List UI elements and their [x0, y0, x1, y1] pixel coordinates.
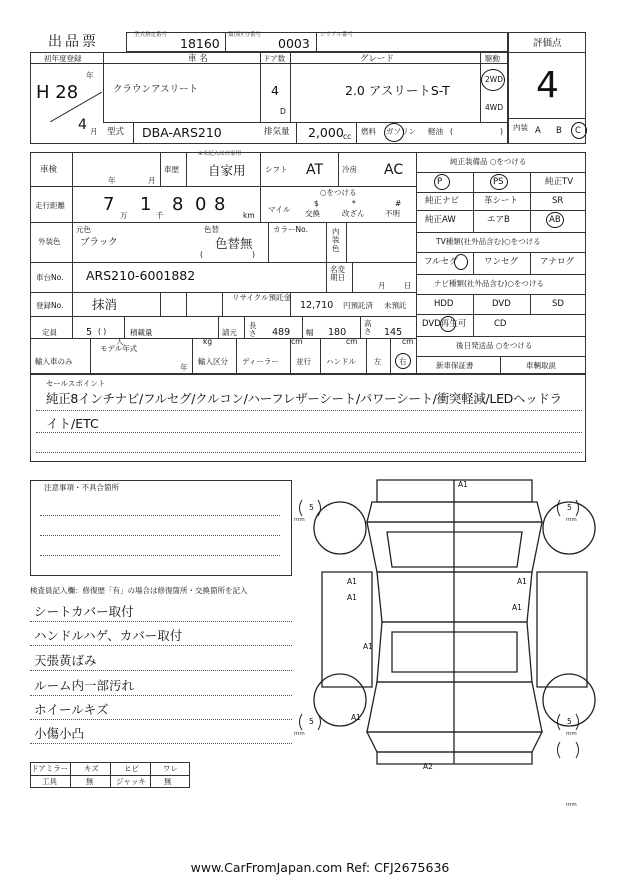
- equip-p-circle: [434, 174, 450, 190]
- inspector-note-6: 小傷小凸: [34, 726, 85, 741]
- cd: CD: [494, 319, 507, 329]
- interior-circle-mark: [571, 122, 587, 139]
- first-reg-label: 初年度登録: [44, 54, 82, 63]
- model-year-label: モデル年式: [100, 344, 138, 353]
- chassis-label: 車台No.: [36, 273, 64, 282]
- sales-line-1: 純正8インチナビ/フルセグ/クルコン/ハーフレザーシート/パワーシート/衝突軽減/LEDヘッドラ: [46, 391, 562, 406]
- mileage-check-label: ○をつける: [320, 188, 357, 197]
- drive-label: 駆動: [485, 54, 500, 63]
- equip-p: P: [437, 177, 443, 187]
- fuel-circle-mark: [384, 123, 404, 142]
- tv-type-label: TV種類(社外品含む)○をつける: [436, 237, 541, 246]
- capacity-value: 5: [86, 327, 93, 338]
- genuine-equip-label: 純正装備品 ○をつける: [450, 157, 527, 166]
- man-unit: 万: [120, 211, 128, 220]
- len-cm: cm: [291, 337, 303, 346]
- drive-4wd: 4WD: [485, 103, 503, 112]
- navi-dvd: DVD: [492, 299, 511, 309]
- request-label: 請元: [222, 328, 237, 337]
- interior-color-label: 内装色: [332, 227, 340, 253]
- doors-value: 4: [271, 83, 279, 98]
- handle-right-circle: [395, 353, 411, 369]
- import-class-label: 輸入区分: [198, 357, 228, 366]
- inspector-note-2: ハンドルハゲ、カバー取付: [34, 628, 183, 643]
- name-change-month: 月: [378, 281, 386, 290]
- handle-right: 右: [399, 357, 407, 366]
- form-title: 出品票: [48, 34, 99, 50]
- grade-label: グレード: [360, 54, 395, 64]
- interior-a: A: [535, 126, 541, 136]
- equip-ps: PS: [493, 177, 504, 187]
- fullseg-circle: [454, 254, 468, 270]
- km-unit: km: [243, 211, 255, 220]
- inspector-note-1: シートカバー取付: [34, 604, 134, 619]
- notes-box: [30, 480, 292, 576]
- damage-a1-right: A1: [512, 603, 522, 612]
- doors-type: D: [280, 107, 286, 116]
- import-label: 輸入車のみ: [35, 357, 73, 366]
- airbag: エアB: [487, 215, 510, 225]
- footer-reference: www.CarFromJapan.com Ref: CFJ2675636: [190, 860, 450, 875]
- tire-spare-mm: mm: [566, 802, 577, 808]
- oneseg: ワンセグ: [484, 257, 519, 267]
- fullseg: フルセグ: [424, 257, 458, 267]
- sales-line-2: イト/ETC: [46, 416, 99, 431]
- color-change-label: 色替: [204, 225, 219, 234]
- ac-value: AC: [384, 162, 404, 178]
- height-value: 145: [384, 327, 403, 338]
- usage-note: ※未記入は自家用: [198, 151, 242, 157]
- unknown-label: 不明: [385, 209, 400, 218]
- displacement-value: 2,000: [308, 125, 344, 140]
- car-name-label: 車 名: [188, 54, 208, 64]
- score-value: 4: [536, 65, 559, 106]
- usage-value: 自家用: [208, 163, 246, 178]
- recycle-unit: 円預託済: [343, 301, 373, 310]
- reg-label: 登録No.: [36, 301, 64, 310]
- class-number: 0003: [278, 36, 310, 51]
- displacement-label: 排気量: [264, 127, 290, 137]
- month-unit: 月: [90, 127, 98, 136]
- equip-ab: AB: [549, 215, 561, 225]
- reg-value: 抹消: [92, 297, 118, 312]
- interior-c: C: [575, 126, 581, 136]
- score-label: 評価点: [533, 38, 562, 49]
- damage-a1-top: A1: [458, 480, 468, 489]
- analog: アナログ: [540, 257, 575, 267]
- recycle-no: 未預託: [384, 301, 407, 310]
- interior-b: B: [556, 126, 562, 136]
- tamper-mark: *: [352, 199, 356, 208]
- tire-rr-value: 5: [567, 717, 572, 726]
- mileage-digit-2: 1: [140, 194, 152, 215]
- swap-mark: $: [314, 199, 319, 208]
- dvd-play-circle: [440, 316, 456, 332]
- handle-left: 左: [374, 357, 382, 366]
- shaken-label: 車検: [40, 165, 58, 175]
- drive-2wd: 2WD: [485, 75, 503, 84]
- tire-rl-mm: mm: [294, 731, 305, 737]
- equip-ab-circle: [546, 212, 564, 228]
- tool-header-2: キズ: [84, 764, 99, 773]
- class-label: 類別区分番号: [228, 32, 262, 38]
- genuine-aw: 純正AW: [425, 215, 456, 225]
- tool-header-3: ヒビ: [124, 764, 139, 773]
- tool-row-4: 無: [164, 777, 172, 786]
- mile-label: マイル: [268, 205, 291, 214]
- shift-label: シフト: [265, 165, 288, 174]
- light-oil-label: 軽油: [428, 127, 443, 136]
- grade-value: 2.0 アスリートS-T: [345, 83, 450, 98]
- damage-a1-rear: A1: [351, 713, 361, 722]
- tire-fr-value: 5: [567, 503, 572, 512]
- type-cert-label: 型式指定番号: [134, 32, 168, 38]
- dvd-playable: DVD再生可: [422, 319, 467, 329]
- person-unit: 人: [116, 337, 124, 346]
- fuel-label: 燃料: [361, 127, 376, 136]
- damage-a1-front-right: A1: [517, 577, 527, 586]
- tire-fl-mm: mm: [294, 517, 305, 523]
- year-unit: 年: [86, 71, 94, 80]
- car-damage-diagram: [292, 472, 610, 812]
- tire-fl-value: 5: [309, 503, 314, 512]
- tool-row-2: 無: [86, 777, 94, 786]
- mileage-label: 走行距離: [35, 201, 65, 210]
- sunroof: SR: [552, 196, 564, 206]
- fuel-value: ガソリン: [386, 127, 416, 136]
- chassis-value: ARS210-6001882: [86, 268, 196, 283]
- parallel-option: 並行: [296, 357, 311, 366]
- date-divider-line: [50, 92, 102, 122]
- car-name: クラウンアスリート: [113, 84, 199, 95]
- damage-a1-front-left: A1: [347, 577, 357, 586]
- inspector-label: 検査員記入欄：修復歴「有」の場合は修復箇所・交換箇所を記入: [30, 586, 248, 595]
- ac-label: 冷房: [342, 165, 357, 174]
- height-label: 高さ: [364, 319, 372, 337]
- width-label: 幅: [306, 328, 314, 337]
- orig-color-label: 元色: [76, 225, 91, 234]
- manual: 車輌取説: [526, 361, 556, 370]
- sen-unit: 千: [156, 211, 164, 220]
- handle-label: ハンドル: [326, 357, 356, 366]
- inspector-note-4: ルーム内一部汚れ: [34, 678, 135, 693]
- tool-header-1: ドアミラー: [31, 764, 69, 773]
- drive-circle-mark: [481, 69, 505, 91]
- shaken-year-unit: 年: [108, 176, 116, 185]
- shaken-month-unit: 月: [148, 176, 156, 185]
- navi-type-label: ナビ種類(社外品含む)○をつける: [434, 279, 544, 288]
- width-cm: cm: [346, 337, 358, 346]
- recycle-label: リサイクル預託金: [232, 293, 291, 302]
- cc-unit: cc: [343, 132, 352, 141]
- type-cert-number: 18160: [180, 36, 220, 51]
- tool-row-3: ジャッキ: [116, 777, 146, 786]
- width-value: 180: [328, 327, 347, 338]
- sales-point-label: セールスポイント: [46, 379, 106, 388]
- len-value: 489: [272, 327, 291, 338]
- interior-label: 内装: [513, 123, 528, 132]
- tire-rr-mm: mm: [566, 731, 577, 737]
- first-reg-era: H 28: [36, 82, 79, 103]
- tamper-label: 改ざん: [342, 209, 365, 218]
- leather-seat: 革シート: [484, 196, 519, 206]
- tool-row-1: 工具: [42, 777, 57, 786]
- kg-unit: kg: [203, 337, 213, 346]
- warranty: 新車保証書: [436, 361, 474, 370]
- mileage-digit-3: 8: [172, 194, 184, 215]
- tool-header-4: ワレ: [163, 764, 178, 773]
- damage-a2-bottom: A2: [423, 762, 433, 771]
- inspector-note-3: 天張黄ばみ: [34, 653, 97, 668]
- model-label: 型式: [107, 127, 125, 137]
- name-change-label: 名変期日: [330, 265, 345, 283]
- genuine-navi: 純正ナビ: [425, 196, 460, 206]
- capacity-label: 定員: [42, 328, 57, 337]
- docs-label: 後日発送品 ○をつける: [456, 341, 533, 350]
- notes-label: 注意事項・不具合箇所: [44, 483, 119, 492]
- first-reg-month: 4: [78, 117, 87, 133]
- load-label: 積載量: [130, 328, 153, 337]
- len-label: 長さ: [249, 321, 257, 339]
- dealer-option: ディーラー: [242, 357, 279, 366]
- damage-a1-left: A1: [347, 593, 357, 602]
- color-change-value: 色替無: [215, 236, 253, 251]
- shift-value: AT: [306, 162, 324, 178]
- sales-point-block: [30, 374, 586, 462]
- serial-label: シリアル番号: [320, 32, 353, 38]
- model-value: DBA-ARS210: [142, 125, 222, 140]
- inspector-note-5: ホイールキズ: [34, 702, 109, 717]
- history-label: 車歴: [164, 165, 179, 174]
- navi-sd: SD: [552, 299, 564, 309]
- tire-rl-value: 5: [309, 717, 314, 726]
- recycle-value: 12,710: [300, 300, 334, 311]
- navi-hdd: HDD: [434, 299, 454, 309]
- genuine-tv: 純正TV: [545, 177, 574, 187]
- model-year-unit: 年: [180, 363, 188, 372]
- mileage-digit-4: 0: [195, 194, 207, 215]
- height-cm: cm: [402, 337, 414, 346]
- equip-ps-circle: [490, 174, 508, 190]
- color-label: 外装色: [38, 237, 61, 246]
- doors-label: ドア数: [263, 54, 286, 63]
- color-num-label: カラーNo.: [273, 225, 308, 234]
- orig-color-value: ブラック: [80, 237, 118, 248]
- mileage-digit-5: 8: [214, 194, 226, 215]
- damage-a1-mid: A1: [363, 642, 373, 651]
- tire-fr-mm: mm: [566, 517, 577, 523]
- mileage-digit-1: 7: [103, 194, 115, 215]
- swap-label: 交換: [305, 209, 320, 218]
- unknown-mark: #: [395, 199, 402, 208]
